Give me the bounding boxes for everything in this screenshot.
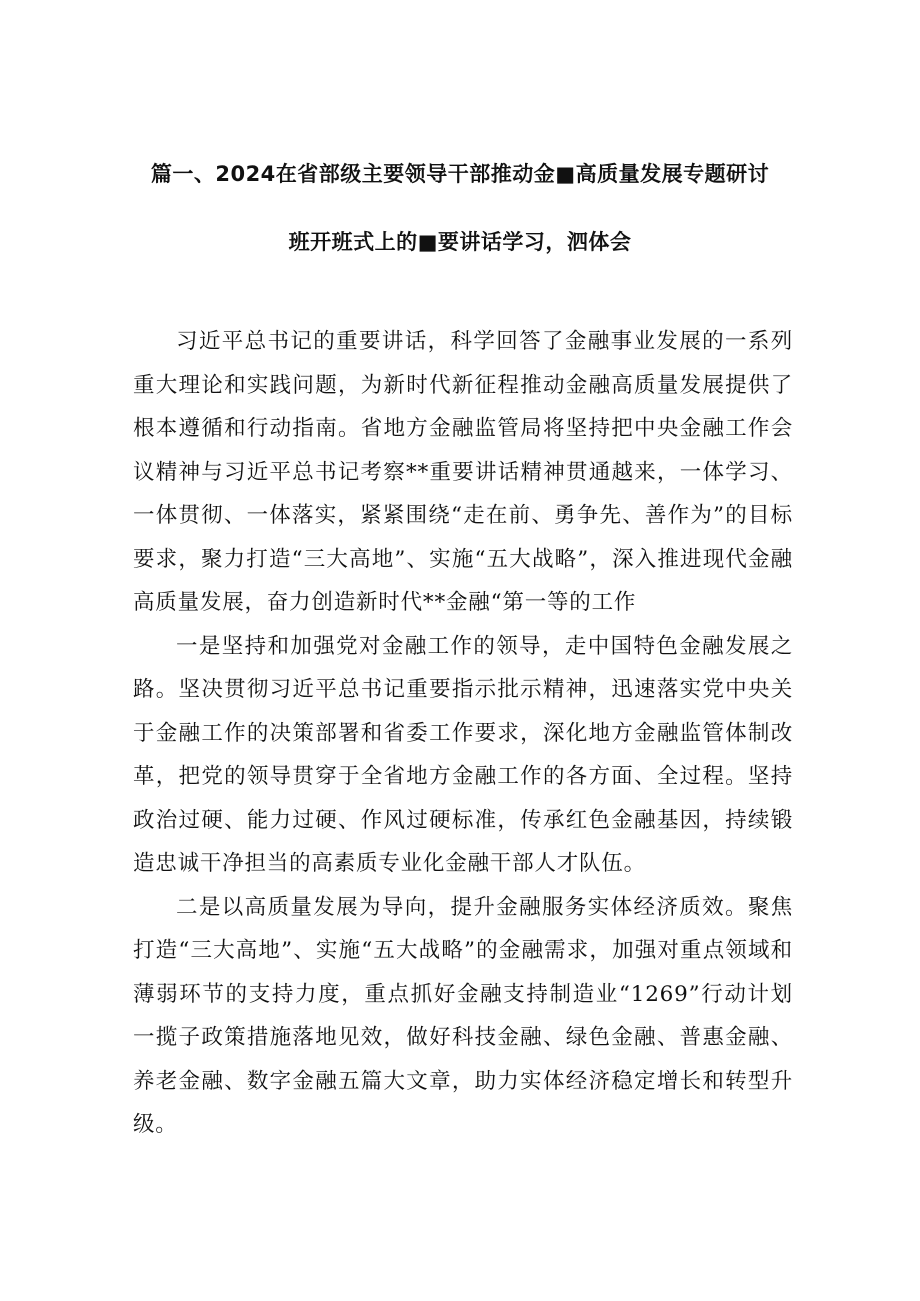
paragraph-point-one: 一是坚持和加强党对金融工作的领导，走中国特色金融发展之路。坚决贯彻习近平总书记重要指示批示精神，迅速落实党中央关于金融工作的决策部署和省委工作要求，深化地方金融监管体制改革，把党的领导贯穿于全省地方金融工作的各方面、全过程。坚持政治过硬、能力过硬、作风过硬标准，传承红色金融基因，持续锻造忠诚干净担当的高素质专业化金融干部人才队伍。 xyxy=(133,633,793,876)
paragraph-point-two: 二是以高质量发展为导向，提升金融服务实体经济质效。聚焦打造“三大高地”、实施“五大战略”的金融需求，加强对重点领域和薄弱环节的支持力度，重点抓好金融支持制造业“1269”行动计划一揽子政策措施落地见效，做好科技金融、绿色金融、普惠金融、养老金融、数字金融五篇大文章，助力实体经济稳定增长和转型升级。 xyxy=(133,894,793,1137)
document-title-line-2: 班开班式上的■要讲话学习，泗体会 xyxy=(288,230,632,254)
document-title-line-1: 篇一、2024在省部级主要领导干部推动金■高质量发展专题研讨 xyxy=(150,162,770,186)
paragraph-intro: 习近平总书记的重要讲话，科学回答了金融事业发展的一系列重大理论和实践问题，为新时代新征程推动金融高质量发展提供了根本遵循和行动指南。省地方金融监管局将坚持把中央金融工作会议精神与习近平总书记考察**重要讲话精神贯通越来，一体学习、一体贯彻、一体落实，紧紧围绕“走在前、勇争先、善作为”的目标要求，聚力打造“三大高地”、实施“五大战略”，深入推进现代金融高质量发展，奋力创造新时代**金融“第一等的工作 xyxy=(133,329,793,615)
document-body xyxy=(133,320,793,1147)
